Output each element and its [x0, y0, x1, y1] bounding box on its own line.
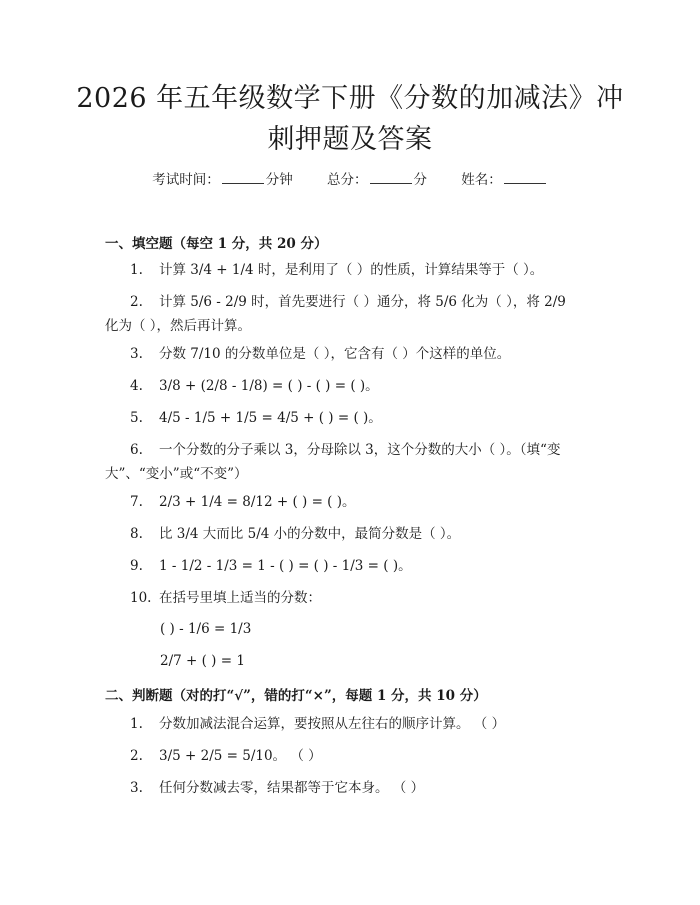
question-text: 计算 5/6 - 2/9 时，首先要进行（ ）通分，将 5/6 化为（ ），将 2/9: [159, 294, 566, 310]
question-number: 3.: [130, 780, 143, 796]
sub-question-2: 2/7 + ( ) = 1: [160, 653, 245, 669]
question-text: 分数加减法混合运算，要按照从左往右的顺序计算。 （ ）: [159, 716, 506, 732]
name-label: 姓名：: [461, 172, 502, 188]
section-1-heading: 一、填空题（每空 1 分，共 20 分）: [105, 236, 328, 252]
total-score: [327, 168, 427, 188]
question-number: 6.: [130, 442, 143, 458]
question-8: [105, 522, 600, 546]
question-number: 10.: [130, 590, 152, 606]
question-1: [105, 258, 600, 282]
question-number: 4.: [130, 378, 143, 394]
score-unit: 分: [413, 172, 427, 188]
question-text: 1 - 1/2 - 1/3 = 1 - ( ) = ( ) - 1/3 = ( )。: [159, 558, 412, 574]
question-3: [105, 342, 600, 366]
question-text: 分数 7/10 的分数单位是（ ），它含有（ ）个这样的单位。: [159, 346, 511, 362]
title-line-1: 2026 年五年级数学下册《分数的加减法》冲: [76, 83, 624, 114]
score-blank: [370, 171, 412, 184]
question-text: 3/8 + (2/8 - 1/8) = ( ) - ( ) = ( )。: [159, 378, 379, 394]
question-text: 2/3 + 1/4 = 8/12 + ( ) = ( )。: [159, 494, 356, 510]
question-number: 2.: [130, 748, 143, 764]
title-line-2: 刺押题及答案: [267, 124, 433, 155]
question-text: 比 3/4 大而比 5/4 小的分数中，最简分数是（ ）。: [159, 526, 461, 542]
question-text: 计算 3/4 + 1/4 时，是利用了（ ）的性质，计算结果等于（ ）。: [159, 262, 544, 278]
question-number: 2.: [130, 294, 143, 310]
question-7: [105, 490, 600, 514]
student-name: [461, 168, 548, 188]
score-label: 总分：: [327, 172, 368, 188]
question-text-continued: 大”、“变小”或“不变”）: [105, 466, 248, 482]
time-unit: 分钟: [265, 172, 293, 188]
question-number: 1.: [130, 262, 143, 278]
judge-question-1: [105, 712, 600, 736]
question-9: [105, 554, 600, 578]
question-number: 9.: [130, 558, 143, 574]
question-number: 3.: [130, 346, 143, 362]
question-number: 8.: [130, 526, 143, 542]
sub-question-1: ( ) - 1/6 = 1/3: [160, 621, 252, 637]
exam-meta: [0, 168, 700, 188]
question-6: [105, 438, 600, 486]
question-text: 一个分数的分子乘以 3，分母除以 3，这个分数的大小（ ）。（填“变: [159, 442, 561, 458]
question-5: [105, 406, 600, 430]
question-number: 7.: [130, 494, 143, 510]
exam-time: [152, 168, 293, 188]
question-2: [105, 290, 600, 338]
judge-question-2: [105, 744, 600, 768]
time-label: 考试时间：: [152, 172, 220, 188]
page-title: [70, 78, 630, 160]
time-blank: [222, 171, 264, 184]
question-text: 在括号里填上适当的分数：: [159, 590, 321, 606]
question-text: 4/5 - 1/5 + 1/5 = 4/5 + ( ) = ( )。: [159, 410, 382, 426]
question-4: [105, 374, 600, 398]
question-text-continued: 化为（ ），然后再计算。: [105, 318, 252, 334]
name-blank: [504, 171, 546, 184]
question-number: 5.: [130, 410, 143, 426]
judge-question-3: [105, 776, 600, 800]
question-text: 3/5 + 2/5 = 5/10。 （ ）: [159, 748, 322, 764]
question-text: 任何分数减去零，结果都等于它本身。 （ ）: [159, 780, 425, 796]
question-number: 1.: [130, 716, 143, 732]
section-2-heading: 二、判断题（对的打“√”，错的打“×”，每题 1 分，共 10 分）: [105, 688, 487, 704]
question-10: [105, 586, 600, 610]
